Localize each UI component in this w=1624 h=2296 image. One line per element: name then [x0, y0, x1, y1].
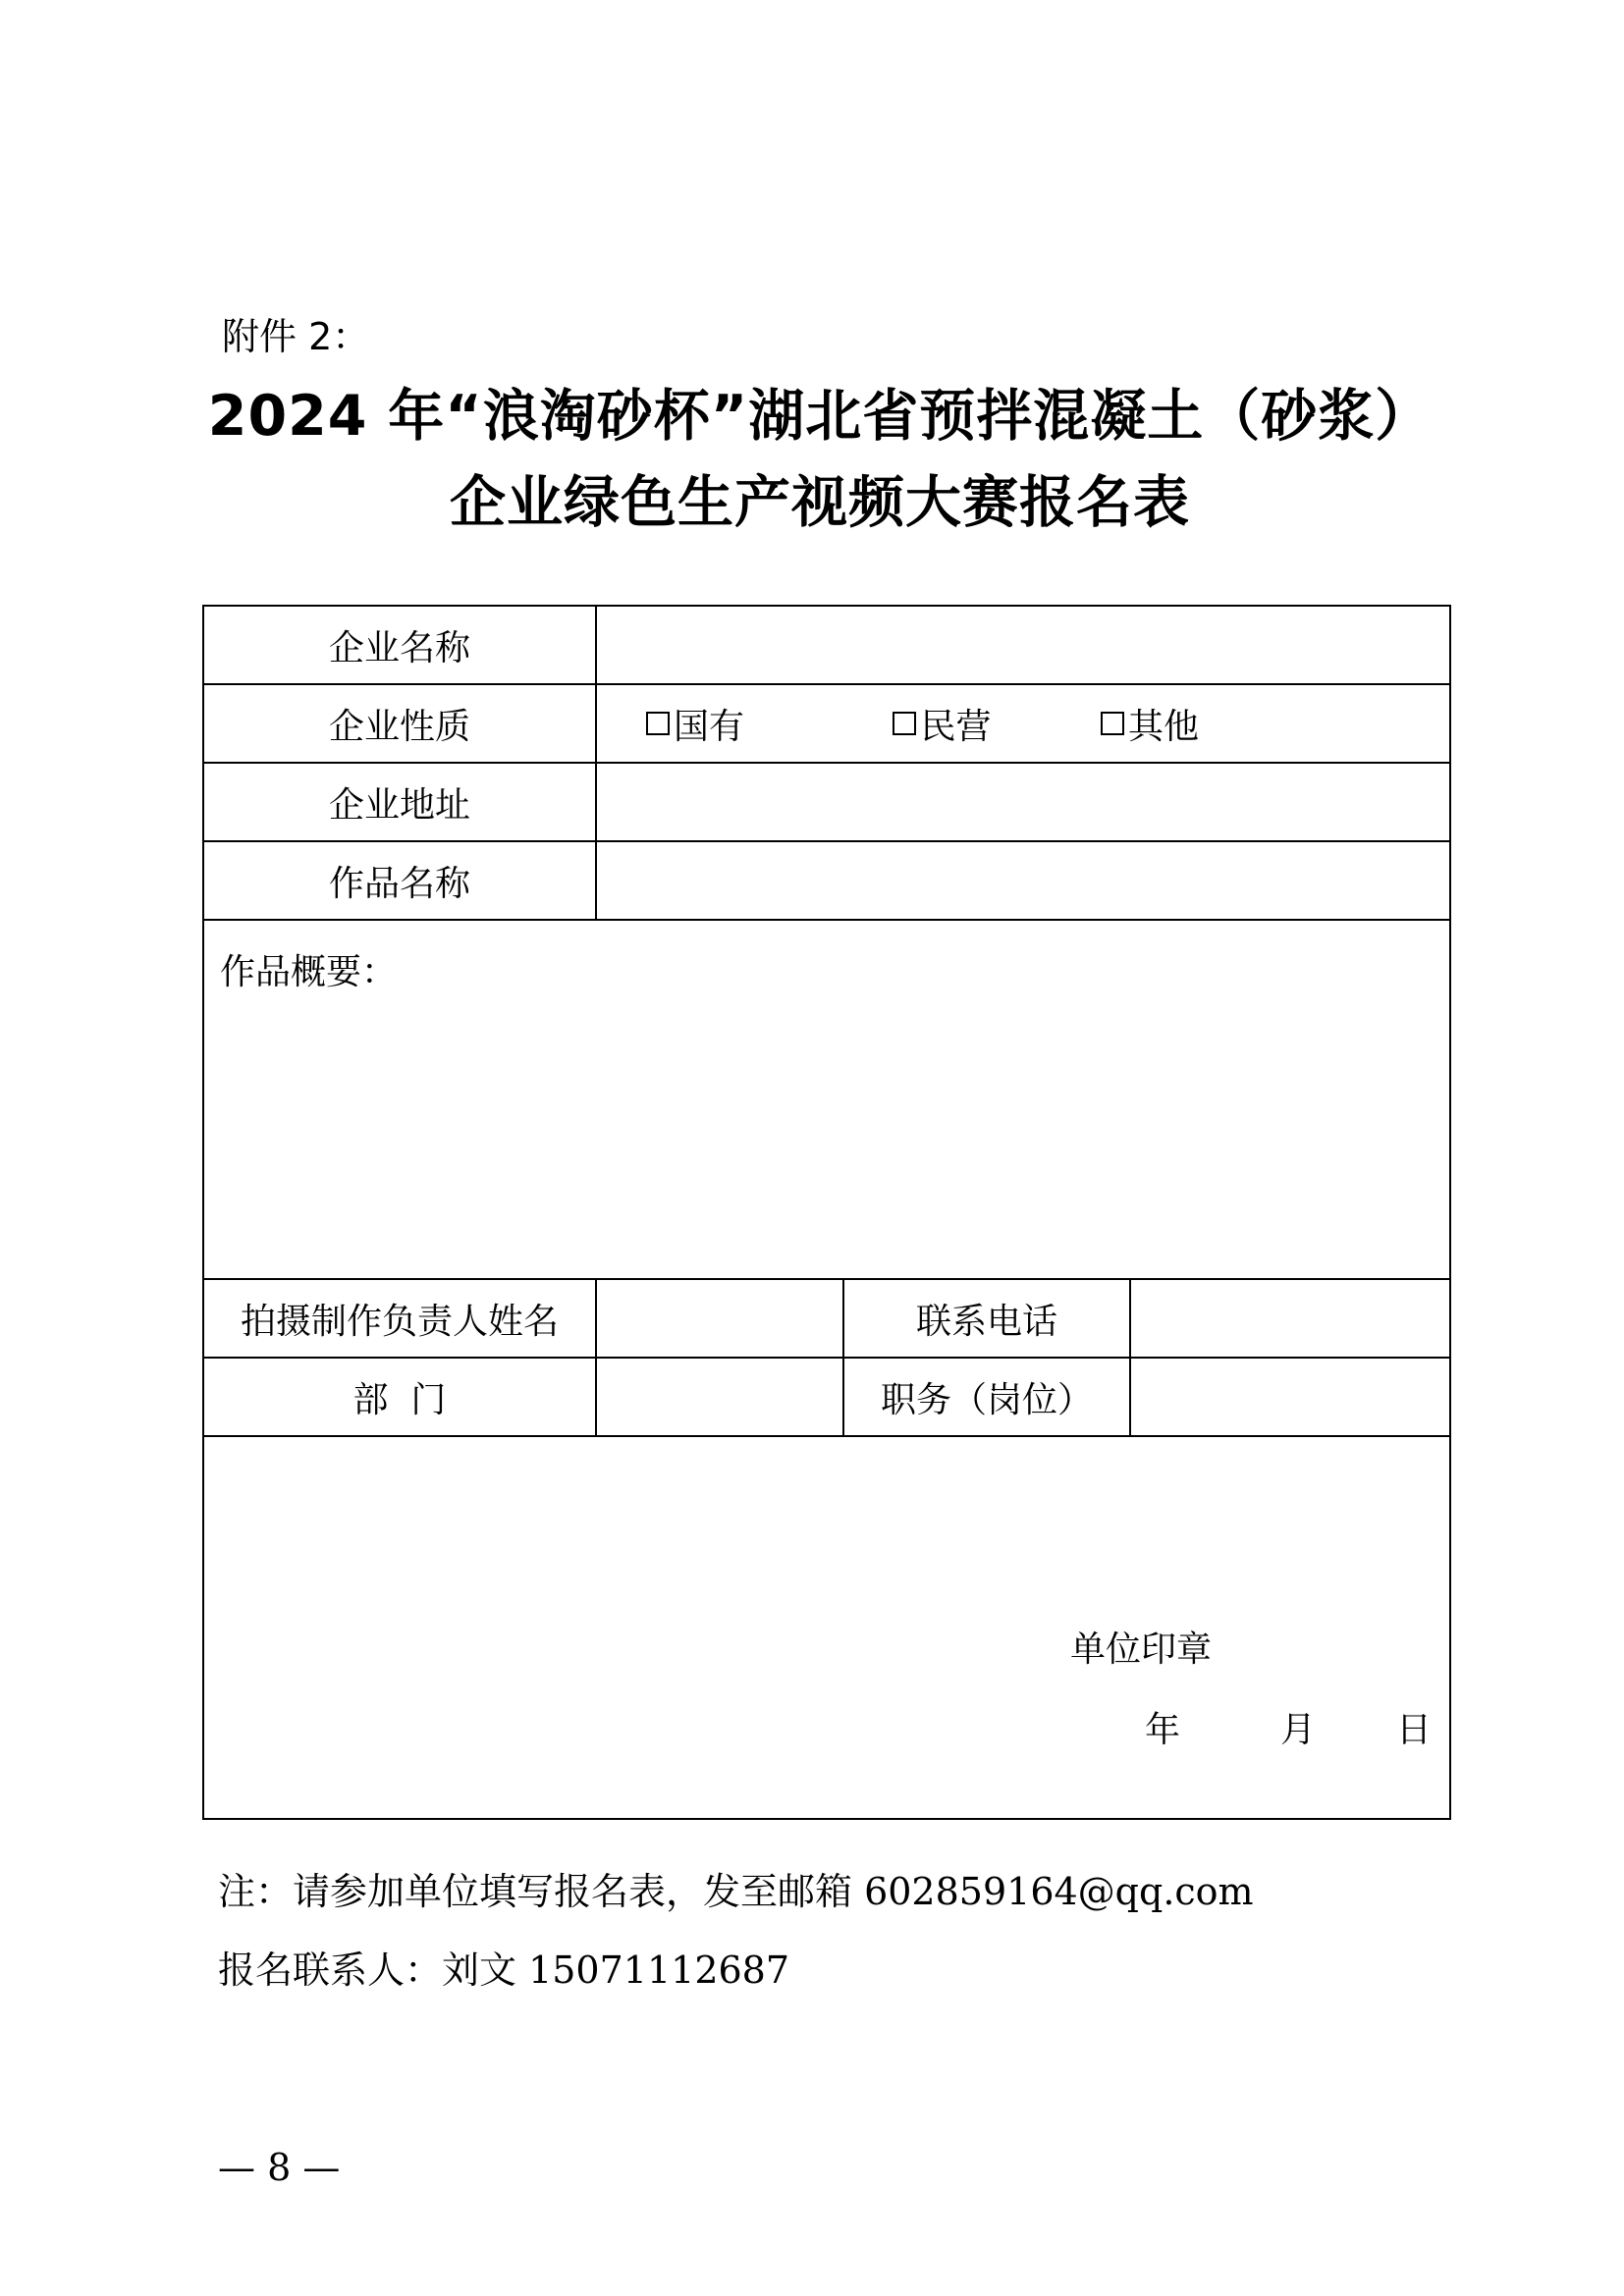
producer-label: 拍摄制作负责人姓名	[203, 1279, 596, 1358]
producer-row	[203, 1279, 1450, 1358]
company-name-field[interactable]	[596, 606, 1450, 684]
company-type-row	[203, 684, 1450, 763]
form-title-line-1: 2024 年“浪淘砂杯”湖北省预拌混凝土（砂浆）	[207, 384, 1433, 449]
work-name-row	[203, 841, 1450, 920]
work-name-label: 作品名称	[203, 841, 596, 920]
option-state-owned-label: 国有	[674, 706, 745, 747]
date-year: 年	[1145, 1710, 1181, 1750]
checkbox-private[interactable]	[893, 712, 916, 735]
page-number: — 8 —	[218, 2146, 341, 2189]
seal-row	[203, 1436, 1450, 1819]
position-field[interactable]	[1130, 1358, 1450, 1436]
option-private-label: 民营	[920, 706, 992, 747]
checkbox-other[interactable]	[1101, 712, 1124, 735]
company-address-label: 企业地址	[203, 763, 596, 841]
option-other[interactable]	[1101, 699, 1199, 749]
phone-label: 联系电话	[843, 1279, 1130, 1358]
company-address-row	[203, 763, 1450, 841]
company-name-label: 企业名称	[203, 606, 596, 684]
registration-form	[202, 605, 1451, 1820]
position-label: 职务（岗位）	[843, 1358, 1130, 1436]
seal-label: 单位印章	[1070, 1629, 1213, 1670]
date-day: 日	[1396, 1710, 1433, 1750]
note-email: 注：请参加单位填写报名表，发至邮箱 602859164@qq.com	[218, 1870, 1254, 1913]
work-name-field[interactable]	[596, 841, 1450, 920]
company-name-row	[203, 606, 1450, 684]
company-type-label: 企业性质	[203, 684, 596, 763]
work-summary-row	[203, 920, 1450, 1279]
note-contact: 报名联系人：刘文 15071112687	[218, 1949, 790, 1992]
company-type-options	[596, 684, 1450, 763]
work-summary-label: 作品概要：	[220, 952, 398, 992]
work-summary-field[interactable]	[203, 920, 1450, 1279]
option-private[interactable]	[893, 699, 991, 749]
department-field[interactable]	[596, 1358, 843, 1436]
phone-field[interactable]	[1130, 1279, 1450, 1358]
form-title-line-2: 企业绿色生产视频大赛报名表	[450, 470, 1190, 535]
attachment-label: 附件 2：	[222, 315, 370, 358]
department-label: 部 门	[203, 1358, 596, 1436]
company-address-field[interactable]	[596, 763, 1450, 841]
option-state-owned[interactable]	[646, 699, 744, 749]
seal-area[interactable]	[203, 1436, 1450, 1819]
department-row	[203, 1358, 1450, 1436]
checkbox-state-owned[interactable]	[646, 712, 670, 735]
producer-name-field[interactable]	[596, 1279, 843, 1358]
date-month: 月	[1280, 1710, 1317, 1750]
option-other-label: 其他	[1127, 706, 1199, 747]
